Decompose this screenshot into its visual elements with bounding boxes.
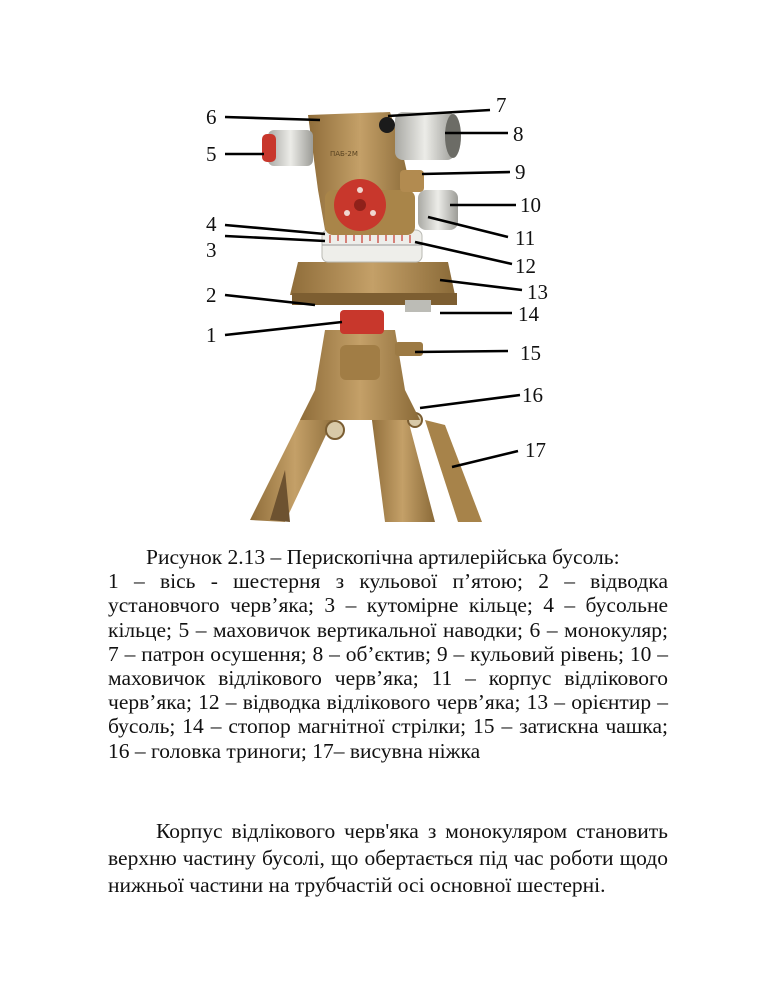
tripod <box>250 405 482 522</box>
caption-text: 1 – вісь - шестерня з кульової п’ятою; 2 – відводка установчого черв’яка; 3 – кутомірне кільце; 4 – бусольне кільце; 5 – маховичок вертикальної наводки; 6 – монокуляр; 7 – патрон осушення; 8 – об’єктив; 9 – кульовий рівень; 10 – маховичок відлікового черв’яка; 11 – корпус відлікового черв’яка; 12 – відводка відлікового черв’яка; 13 – орієнтир – бусоль; 14 – стопор магнітної стрілки; 15 – затискна чашка; 16 – головка триноги; 17– висувна ніжка <box>108 569 668 763</box>
label-7: 7 <box>496 93 507 117</box>
caption-title: Рисунок 2.13 – Перископічна артилерійська бусоль: <box>146 545 620 569</box>
label-1: 1 <box>206 323 217 347</box>
label-2: 2 <box>206 283 217 307</box>
label-9: 9 <box>515 160 526 184</box>
label-14: 14 <box>518 302 539 326</box>
label-17: 17 <box>525 438 546 462</box>
body-paragraph: Корпус відлікового черв'яка з монокуляром становить верхню частину бусолі, що обертається під час роботи щодо нижньої частини на трубчастій осі основної шестерні. <box>108 819 668 897</box>
label-12: 12 <box>515 254 536 278</box>
label-10: 10 <box>520 193 541 217</box>
label-8: 8 <box>513 122 524 146</box>
label-6: 6 <box>206 105 217 129</box>
tripod-head <box>300 330 423 420</box>
label-4: 4 <box>206 212 217 236</box>
label-15: 15 <box>520 341 541 365</box>
axis-gear <box>340 310 384 334</box>
label-16: 16 <box>522 383 543 407</box>
label-13: 13 <box>527 280 548 304</box>
svg-text:ПАБ-2М: ПАБ-2М <box>330 150 358 158</box>
figure-periscope-compass <box>190 90 570 535</box>
label-11: 11 <box>515 226 536 250</box>
label-5: 5 <box>206 142 217 166</box>
label-3: 3 <box>206 238 217 262</box>
figure-caption <box>108 545 668 763</box>
